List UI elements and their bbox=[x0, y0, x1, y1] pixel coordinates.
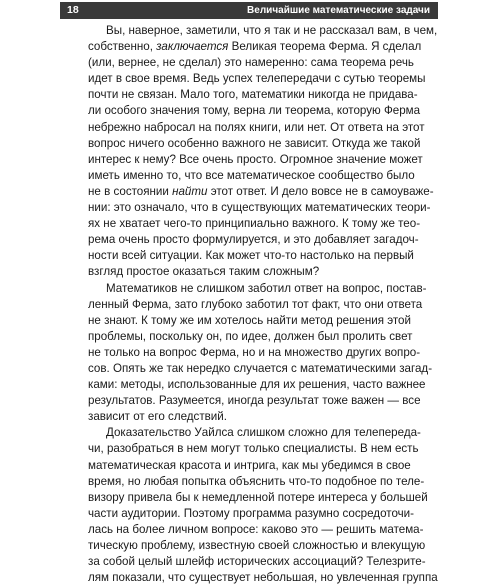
text-line: рема очень просто формулируется, и это добавляет загадоч- bbox=[88, 233, 419, 247]
text-line: визору привела бы к немедленной потере интереса у большей bbox=[88, 490, 428, 504]
text-line: ками: методы, использованные для их решения, часто важнее bbox=[88, 378, 426, 392]
text-line: нии: это означало, что в существующих математических теори- bbox=[88, 201, 431, 215]
text-line: иметь именно то, что все математическое сообщество было bbox=[88, 168, 415, 182]
text-line: время, но любая попытка объяснить что-то подобное по теле- bbox=[88, 474, 425, 488]
text-line: результатов. Разумеется, иногда результат тоже важен — все bbox=[88, 394, 421, 408]
text-line: (или, вернее, не сделал) это намеренно: сама теорема речь bbox=[88, 56, 414, 70]
text-line: за собой целый шлейф исторических ассоциаций? Телезрите- bbox=[88, 555, 426, 569]
text-line: Вы, наверное, заметили, что я так и не рассказал вам, в чем, bbox=[106, 24, 438, 37]
paragraph bbox=[88, 23, 438, 281]
running-title: Величайшие математические задачи bbox=[247, 5, 430, 16]
text-line: части аудитории. Поэтому программа разумно сосредоточи- bbox=[88, 506, 415, 520]
paragraph bbox=[88, 281, 433, 426]
text-line: идет в свое время. Ведь успех телепередачи с сутью теоремы bbox=[88, 72, 426, 86]
text-line: небрежно набросал на полях книги, или нет. От ответа на этот bbox=[88, 120, 425, 134]
text-line: интерес к нему? Все очень просто. Огромное значение может bbox=[88, 152, 423, 166]
text-line: тическую проблему, известную своей сложностью и влекущую bbox=[88, 539, 426, 552]
text-line: лась на более личном вопросе: каково это — решить матема- bbox=[88, 522, 424, 536]
text-line: ях не хватает чего-то принципиально важного. К тому же тео- bbox=[88, 217, 421, 231]
text-line: не только на вопрос Ферма, но и на множество других вопро- bbox=[88, 345, 421, 359]
text-line: Доказательство Уайлса слишком сложно для телепереда- bbox=[106, 426, 421, 440]
paragraph bbox=[88, 425, 438, 586]
text-line: ленный Ферма, зато глубоко заботил тот факт, что они ответа bbox=[88, 297, 423, 311]
text-line: собственно, заключается Великая теорема Ферма. Я сделал bbox=[88, 40, 422, 54]
body-text bbox=[88, 23, 438, 586]
text-line: проблемы, поскольку он, по идее, должен был пролить свет bbox=[88, 329, 413, 343]
text-line: чи, разобраться в нем могут только специалисты. В нем есть bbox=[88, 442, 419, 456]
text-line: вопрос ничего особенно важного не зависит. Откуда же такой bbox=[88, 136, 421, 150]
text-line: ности всей ситуации. Как может что-то настолько на первый bbox=[88, 249, 414, 263]
page-number: 18 bbox=[67, 4, 79, 16]
text-line: математическая красота и интрига, как мы убедимся в свое bbox=[88, 458, 411, 472]
text-line: почти не связан. Мало того, математики никогда не придава- bbox=[88, 88, 418, 102]
text-line: не знают. К тому же им хотелось найти метод решения этой bbox=[88, 313, 411, 327]
text-line: ли особого значения тому, верна ли теорема, которую Ферма bbox=[88, 104, 421, 118]
text-line: зависит от его следствий. bbox=[88, 410, 227, 424]
text-line: не в состоянии найти этот ответ. И дело вовсе не в самоуваже- bbox=[88, 184, 434, 198]
text-line: сов. Опять же так нередко случается с математическими загад- bbox=[88, 361, 433, 375]
text-line: лям показали, что существует небольшая, но увлеченная группа bbox=[88, 571, 438, 585]
text-line: Математиков не слишком заботил ответ на вопрос, постав- bbox=[106, 281, 427, 295]
text-line: взгляд простое оказаться таким сложным? bbox=[88, 265, 320, 279]
